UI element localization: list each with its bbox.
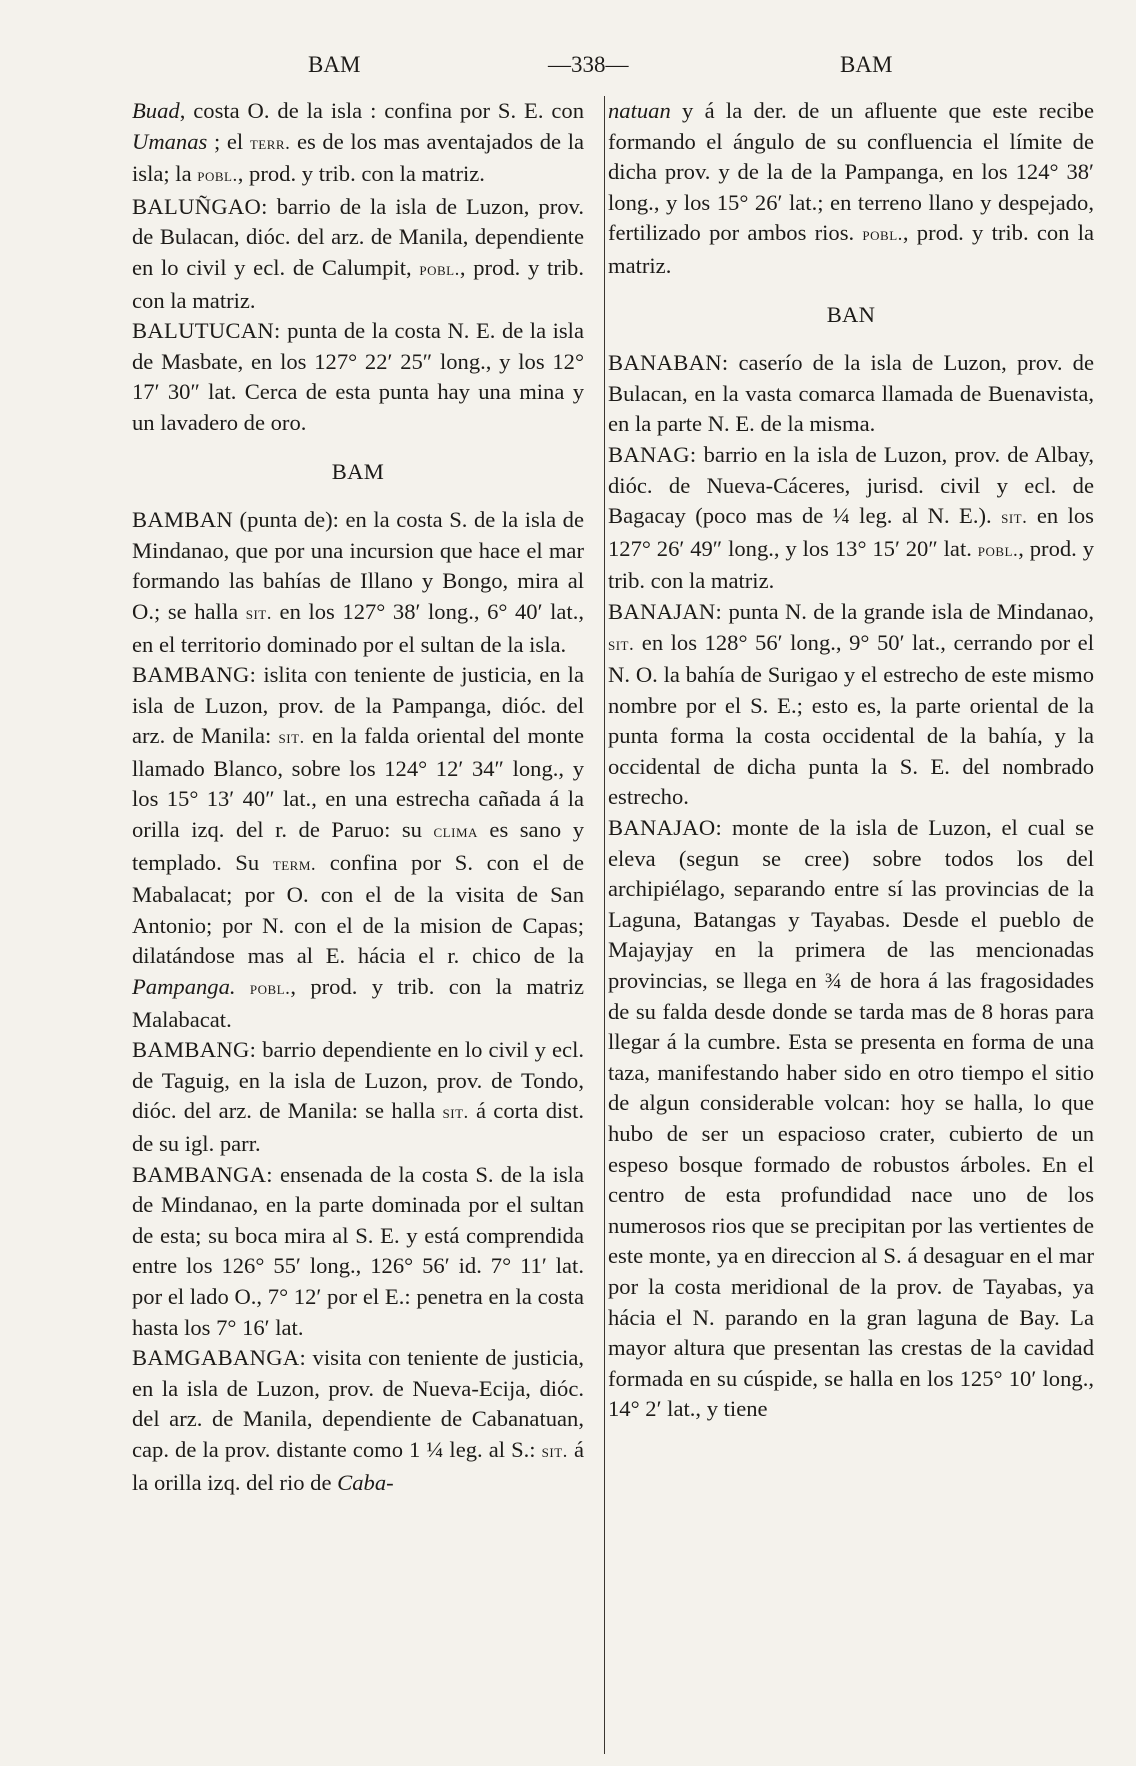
entry-bamgabanga-continuation: natuan y á la der. de un afluente que este recibe formando el ángulo de su confluencia el límite de dicha prov. y de la de la Pampanga, en los 124° 38′ long., y los 15° 26′ lat.; en terreno llano y despejado, fertilizado por ambos rios. pobl., prod. y trib. con la matriz. bbox=[608, 98, 1095, 278]
entry-bamgabanga: BAMGABANGA: visita con teniente de justicia, en la isla de Luzon, prov. de Nueva-Ecija, dióc. del arz. de Manila, dependiente de Cabanatuan, cap. de la prov. distante como 1 ¼ leg. al S.: sit. á la orilla izq. del rio de Caba- bbox=[132, 1345, 584, 1495]
entry-banaban: BANABAN: caserío de la isla de Luzon, prov. de Bulacan, en la vasta comarca llamada de Buenavista, en la parte N. E. de la misma. bbox=[608, 350, 1094, 437]
entry-banag: BANAG: barrio en la isla de Luzon, prov. de Albay, dióc. de Nueva-Cáceres, jurisd. civil y ecl. de Bagacay (poco mas de ¼ leg. al N. E.). sit. en los 127° 26′ 49″ long., y los 13° 15′ 20″ lat. pobl., prod. y trib. con la matriz. bbox=[608, 441, 1094, 594]
entry-banajan: BANAJAN: punta N. de la grande isla de Mindanao, sit. en los 128° 56′ long., 9° 50′ lat., cerrando por el N. O. la bahía de Surigao y el estrecho de este mismo nombre por el S. E.; esto es, la parte oriental de la punta forma la costa occidental de la bahía, y la occidental de dicha punta la S. E. del nombrado estrecho. bbox=[608, 598, 1094, 810]
entry-bambanga: BAMBANGA: ensenada de la costa S. de la isla de Mindanao, en la parte dominada por el sultan de esta; su boca mira al S. E. y está comprendida entre los 126° 55′ long., 126° 56′ id. 7° 11′ lat. por el lado O., 7° 12′ por el E.: penetra en la costa hasta los 7° 16′ lat. bbox=[132, 1161, 584, 1340]
entry-balutucan: BALUTUCAN: punta de la costa N. E. de la isla de Masbate, en los 127° 22′ 25″ long., y los 12° 17′ 30″ lat. Cerca de esta punta hay una mina y un lavadero de oro. bbox=[132, 318, 584, 435]
entry-headword: BAMGABANGA: bbox=[132, 1345, 307, 1371]
entry-buad-continuation: Buad, costa O. de la isla : confina por S. E. con Umanas ; el terr. es de los mas aventajados de la isla; la pobl., prod. y trib. con la matriz. bbox=[132, 98, 584, 187]
entry-bamban: BAMBAN (punta de): en la costa S. de la isla de Mindanao, que por una incursion que hace el mar formando las bahías de Illano y Bongo, mira al O.; se halla sit. en los 127° 38′ long., 6° 40′ lat., en el territorio dominado por el sultan de la isla. bbox=[132, 507, 584, 657]
page-number: —338— bbox=[548, 52, 629, 77]
entry-headword: BALUTUCAN: bbox=[132, 318, 281, 344]
entry-headword: BAMBAN bbox=[132, 507, 233, 533]
entry-headword: BANAJAN: bbox=[608, 598, 723, 624]
entry-headword: BAMBANG: bbox=[132, 1037, 257, 1063]
entry-bambang-2: BAMBANG: barrio dependiente en lo civil y ecl. de Taguig, en la isla de Luzon, prov. de Tondo, dióc. del arz. de Manila: se halla sit. á corta dist. de su igl. parr. bbox=[132, 1037, 585, 1156]
running-head-right: BAM bbox=[840, 52, 893, 77]
entry-balungao: BALUÑGAO: barrio de la isla de Luzon, prov. de Bulacan, dióc. del arz. de Manila, dependiente en lo civil y ecl. de Calumpit, pobl., prod. y trib. con la matriz. bbox=[132, 193, 584, 313]
entry-headword: BANABAN: bbox=[608, 350, 729, 376]
entry-headword: BANAG: bbox=[608, 441, 697, 467]
entry-headword: BANAJAO: bbox=[608, 815, 723, 841]
column-divider bbox=[604, 96, 605, 1754]
left-column bbox=[132, 96, 584, 1498]
right-column bbox=[608, 96, 1094, 1425]
running-head-left: BAM bbox=[308, 52, 361, 77]
entry-headword: BAMBANGA: bbox=[132, 1161, 273, 1187]
section-heading-bam: BAM bbox=[331, 458, 385, 484]
entry-headword: BALUÑGAO: bbox=[132, 193, 268, 219]
entry-bambang-1: BAMBANG: islita con teniente de justicia, en la isla de Luzon, prov. de la Pampanga, dióc. del arz. de Manila: sit. en la falda oriental del monte llamado Blanco, sobre los 124° 12′ 34″ long., y los 15° 13′ 40″ lat., en una estrecha cañada á la orilla izq. del r. de Paruo: su clima es sano y templado. Su term. confina por S. con el de Mabalacat; por O. con el de la visita de San Antonio; por N. con el de la mision de Capas; dilatándose mas al E. hácia el r. chico de la Pampanga. pobl., prod. y trib. con la matriz Malabacat. bbox=[132, 662, 584, 1032]
entry-banajao: BANAJAO: monte de la isla de Luzon, el cual se eleva (segun se cree) sobre todos los del archipiélago, separando entre sí las provincias de la Laguna, Batangas y Tayabas. Desde el pueblo de Majayjay en la primera de las mencionadas provincias, se llega en ¾ de hora á las fragosidades de su falda desde donde se tarda mas de 8 horas para llegar á la cumbre. Esta se presenta en forma de una taza, manifestando haber sido en otro tiempo el sitio de algun considerable volcan: hoy se halla, lo que hubo de ser un espacioso crater, cubierto de un espeso bosque formado de robustos árboles. En el centro de esta profundidad nace uno de los numerosos rios que se precipitan por las vertientes de este monte, ya en direccion al S. á desaguar en el mar por la costa meridional de la prov. de Tayabas, ya hácia el N. parando en la gran laguna de Bay. La mayor altura que presentan las crestas de la cavidad formada en su cúspide, se halla en los 125° 10′ long., 14° 2′ lat., y tiene bbox=[608, 815, 1094, 1422]
page-header bbox=[0, 52, 1136, 92]
section-heading-ban: BAN bbox=[826, 301, 876, 327]
entry-headword: BAMBANG: bbox=[132, 662, 257, 688]
